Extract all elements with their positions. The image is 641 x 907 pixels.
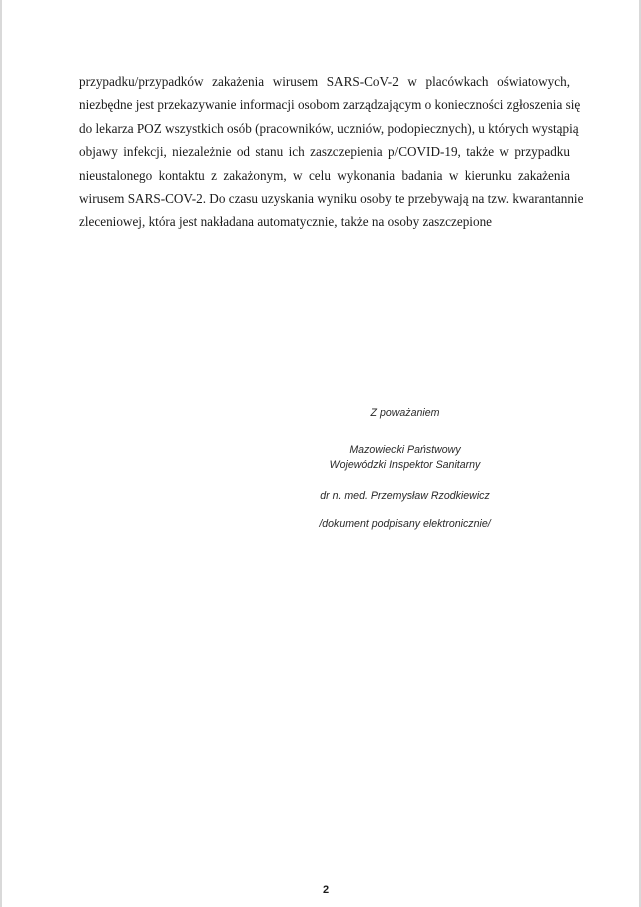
- signature-greeting: Z poważaniem: [370, 407, 440, 419]
- body-line-1: przypadku/przypadków zakażenia wirusem SARS-CoV-2 w placówkach oświatowych,: [79, 74, 570, 89]
- signature-name: dr n. med. Przemysław Rzodkiewicz: [320, 490, 490, 502]
- page-number: 2: [322, 884, 330, 896]
- body-line-4: objawy infekcji, niezależnie od stanu ich zaszczepienia p/COVID-19, także w przypadku: [79, 144, 570, 160]
- signature-note: /dokument podpisany elektronicznie/: [319, 518, 491, 530]
- signature-title-line2: Wojewódzki Inspektor Sanitarny: [329, 459, 481, 471]
- body-paragraph: [79, 70, 584, 234]
- body-line-7: zleceniowej, która jest nakładana automatycznie, także na osoby zaszczepione: [79, 214, 493, 230]
- body-line-3: do lekarza POZ wszystkich osób (pracowników, uczniów, podopiecznych), u których wystąpią: [79, 120, 579, 136]
- body-line-6: wirusem SARS-COV-2. Do czasu uzyskania wyniku osoby te przebywają na tzw. kwarantannie: [79, 191, 584, 207]
- body-line-2: niezbędne jest przekazywanie informacji osobom zarządzającym o konieczności zgłoszenia się: [79, 97, 581, 113]
- signature-title-line1: Mazowiecki Państwowy: [349, 444, 461, 456]
- page-edge-left: [0, 0, 2, 907]
- body-line-5: nieustalonego kontaktu z zakażonym, w celu wykonania badania w kierunku zakażenia: [79, 167, 570, 183]
